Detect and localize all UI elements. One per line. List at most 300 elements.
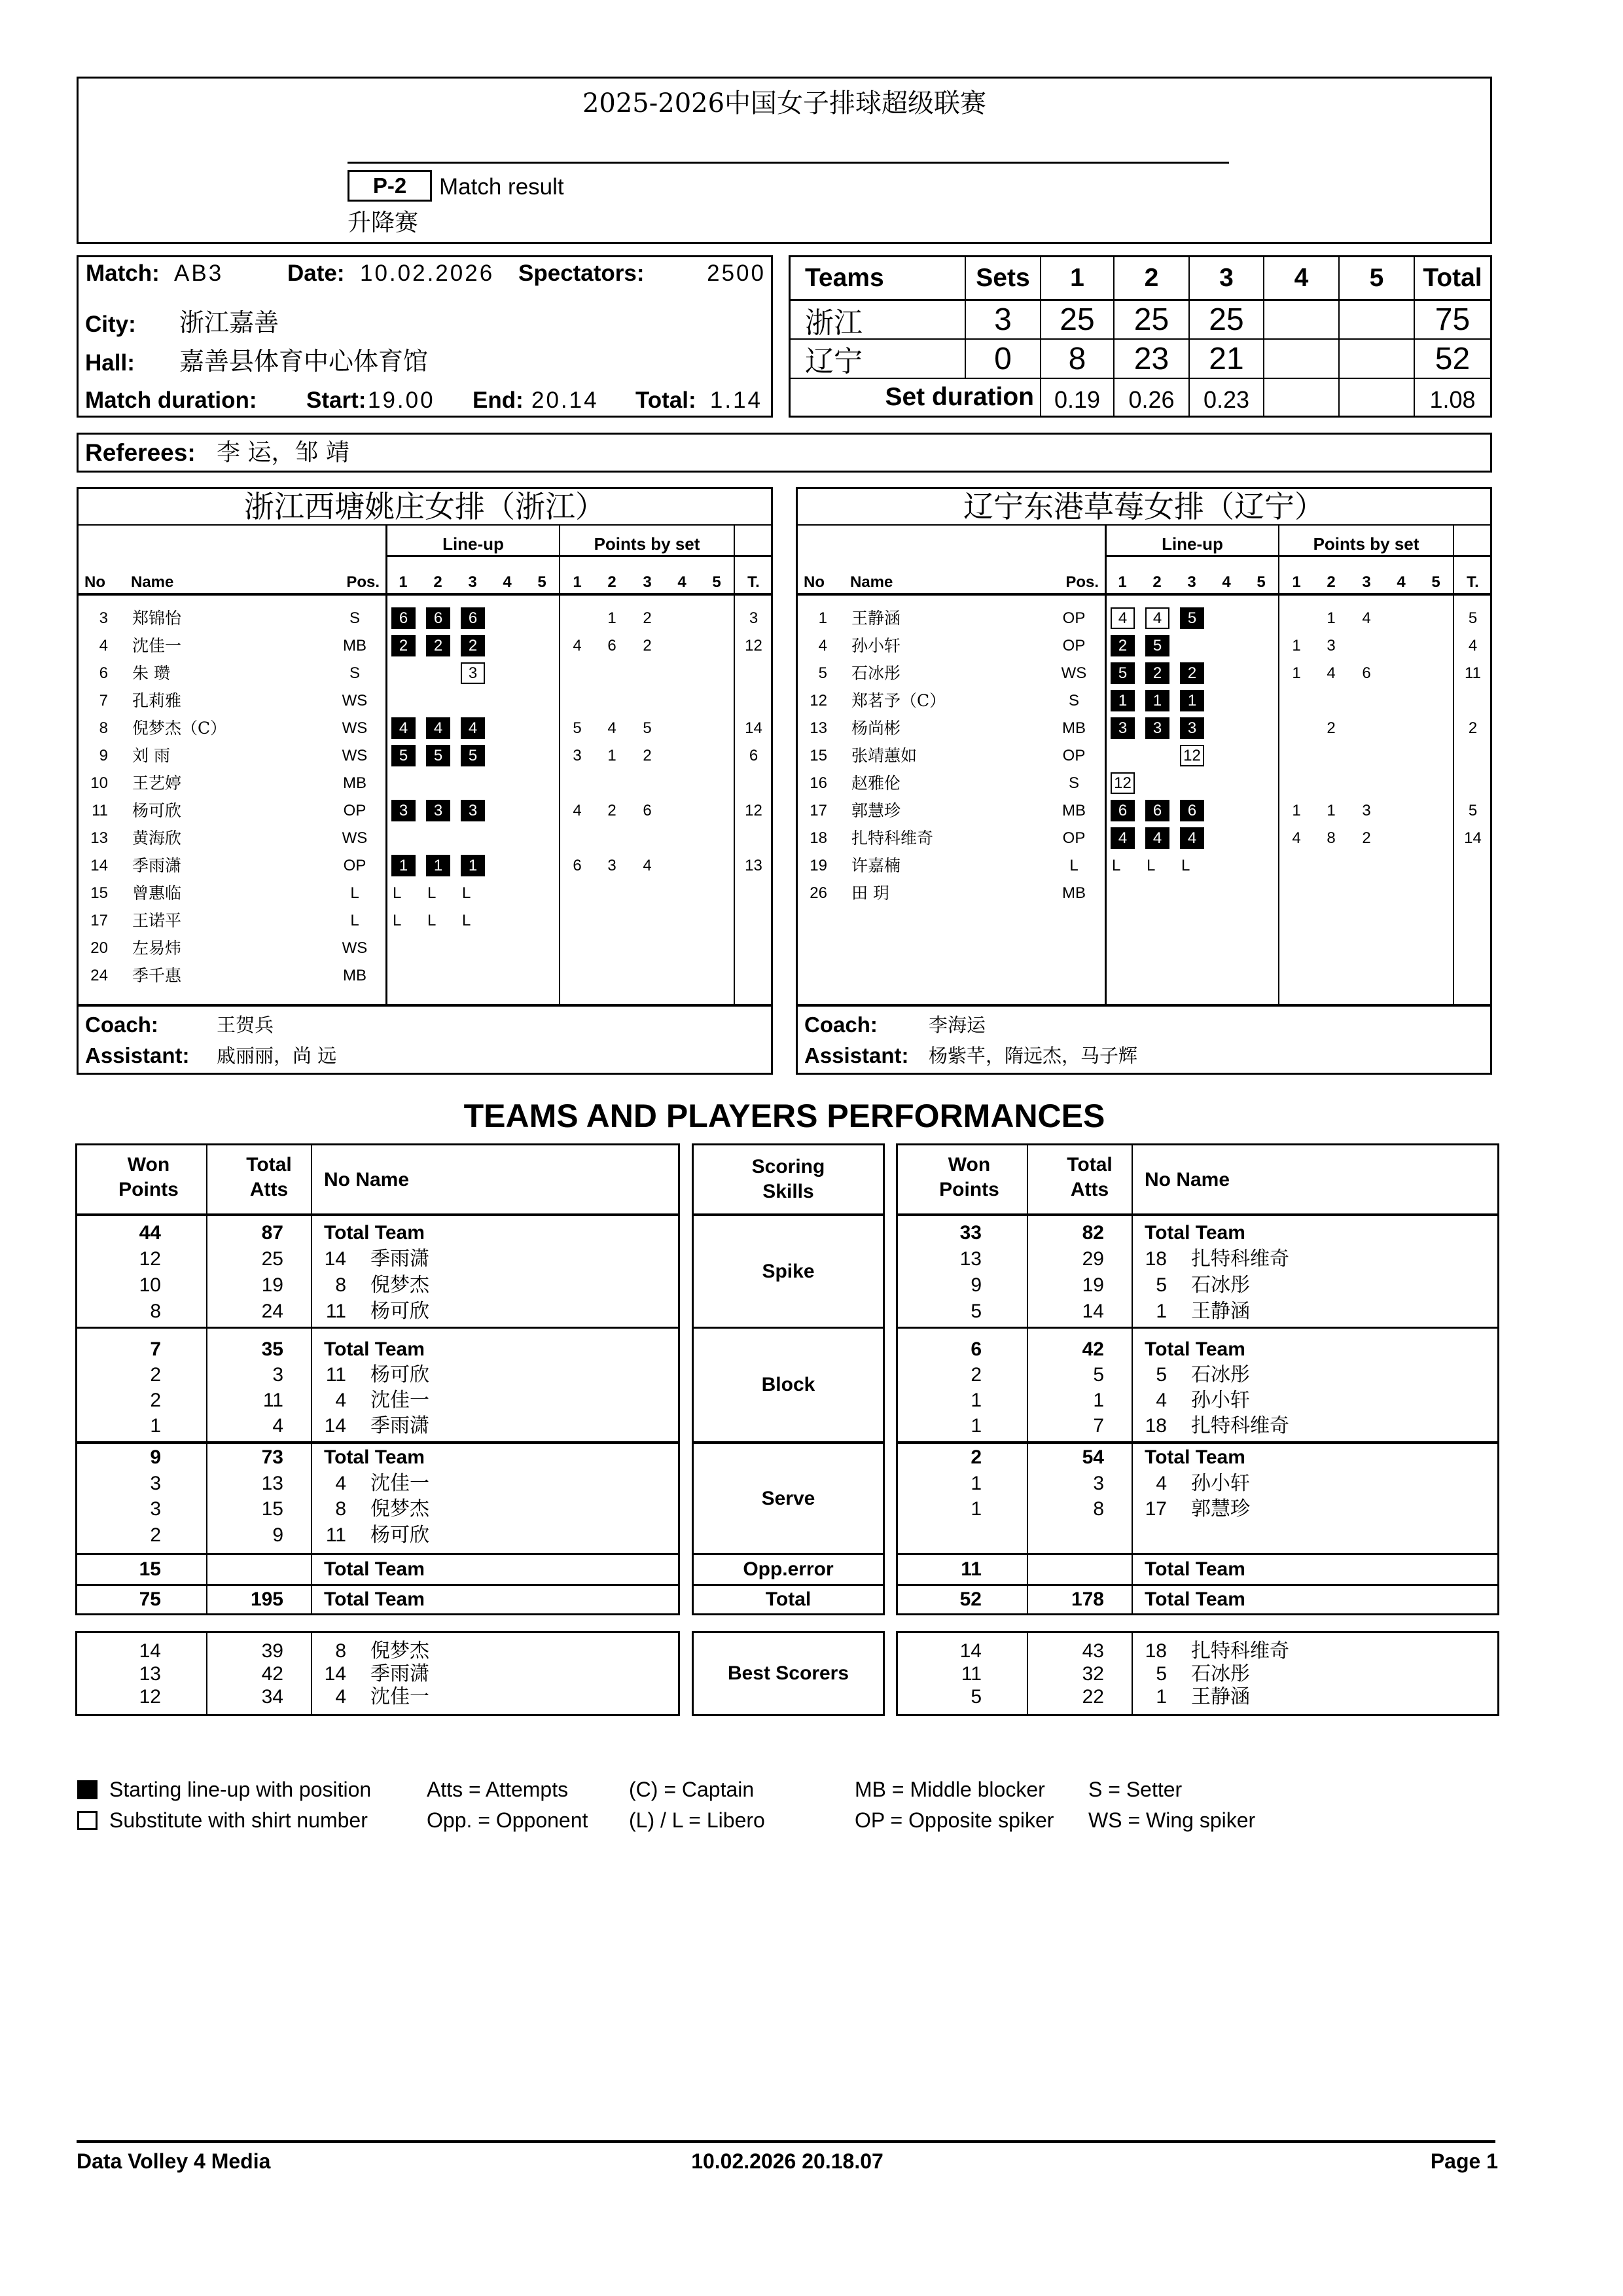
lineup-position-badge: 3: [426, 800, 450, 821]
best-scorer-row: [898, 1685, 1497, 1708]
col-header-lineup-set: 1: [399, 573, 408, 591]
skill-label-serve: Serve: [694, 1441, 883, 1553]
player-row: [798, 852, 1490, 880]
player-name: 王艺婷: [132, 774, 182, 793]
referees-label: Referees:: [85, 439, 196, 466]
legend-item: Starting line-up with position: [109, 1778, 372, 1801]
total-attempts: 195: [250, 1588, 283, 1610]
total-attempts: 178: [1071, 1588, 1104, 1610]
col-header-lineup-set: 4: [503, 573, 512, 591]
set-score: 23: [1115, 340, 1190, 379]
legend-item: S = Setter: [1088, 1778, 1183, 1801]
set-score-table: [789, 255, 1492, 418]
player-position: S: [1068, 774, 1079, 792]
player-position: WS: [342, 719, 368, 737]
player-number: 14: [324, 1248, 346, 1270]
player-name: 季雨潇: [370, 1662, 429, 1685]
total-attempts: 22: [1082, 1686, 1104, 1708]
block-section: [898, 1327, 1497, 1441]
player-row: [798, 687, 1490, 715]
serve-section: [77, 1441, 678, 1553]
points-total: 14: [745, 719, 762, 737]
total-attempts: 1: [1093, 1390, 1104, 1411]
col-header-no: No: [84, 573, 105, 591]
total-attempts: 54: [1082, 1446, 1104, 1468]
col-header-points-set: 1: [1292, 573, 1301, 591]
player-number: 17: [810, 802, 827, 819]
best-scorer-list: [77, 1640, 678, 1708]
hall-value: 嘉善县体育中心体育馆: [179, 347, 429, 376]
player-name: 沈佳一: [370, 1389, 429, 1412]
player-name: 郭慧珍: [1191, 1498, 1250, 1520]
col-header-set-3: 3: [1190, 257, 1264, 301]
total-team-label: Total Team: [1145, 1338, 1245, 1360]
points-set-2: 6: [607, 637, 616, 655]
player-name: 季千惠: [132, 966, 182, 985]
won-points: 14: [959, 1640, 982, 1662]
total-team-label: Total Team: [324, 1588, 425, 1610]
player-name: 杨尚彬: [851, 719, 901, 738]
player-name: 杨可欣: [370, 1523, 429, 1547]
player-position: OP: [1062, 829, 1086, 847]
lineup-position-badge: 3: [1145, 717, 1169, 739]
player-position: WS: [342, 829, 368, 847]
scoring-skills-column: [692, 1143, 885, 1615]
player-number: 13: [810, 719, 827, 737]
referees-names: 李 运，邹 靖: [217, 439, 349, 466]
lineup-position-badge: L: [427, 912, 437, 929]
skills-header: [694, 1145, 883, 1213]
won-points: 1: [150, 1415, 161, 1437]
lineup-position-badge: 3: [391, 800, 416, 821]
sets-won: 0: [966, 340, 1041, 379]
player-position: OP: [1062, 609, 1086, 627]
lineup-position-badge: 2: [1111, 635, 1135, 656]
player-position: L: [350, 912, 359, 929]
team-short-name: 浙江: [791, 301, 966, 340]
assistant-label: Assistant:: [85, 1043, 190, 1067]
player-number: 4: [1156, 1472, 1167, 1494]
player-position: OP: [1062, 747, 1086, 764]
points-set-2: 4: [607, 719, 616, 737]
won-points: 5: [971, 1686, 982, 1708]
set-duration-label: Set duration: [791, 379, 1041, 416]
lineup-position-badge: 12: [1111, 772, 1135, 794]
col-header-points-set: 2: [607, 573, 616, 591]
player-number: 1: [818, 609, 827, 627]
performance-table-header: [898, 1145, 1497, 1213]
lineup-position-badge: 4: [1180, 827, 1204, 849]
points-total: 4: [1468, 637, 1478, 655]
total-attempts: 9: [272, 1524, 283, 1546]
set-score: [1264, 340, 1340, 379]
player-number: 17: [1145, 1498, 1167, 1520]
points-set-3: 5: [643, 719, 652, 737]
player-name: 郑茗予（C）: [851, 691, 946, 710]
player-stat-row: [898, 1471, 1497, 1497]
points-group-header: Points by set: [594, 534, 700, 554]
team-name: 浙江西塘姚庄女排（浙江）: [79, 489, 771, 526]
points-set-2: 2: [1327, 719, 1336, 737]
player-number: 12: [810, 692, 827, 709]
won-points: 1: [971, 1415, 982, 1437]
legend-item: MB = Middle blocker: [855, 1778, 1045, 1801]
lineup-position-badge: 1: [1111, 690, 1135, 711]
col-header-total: T.: [1467, 573, 1479, 591]
player-position: OP: [343, 857, 366, 874]
lineup-position-badge: 5: [1145, 635, 1169, 656]
player-name: 孙小轩: [1191, 1471, 1250, 1495]
total-attempts: 73: [261, 1446, 283, 1468]
player-name: 郭慧珍: [851, 801, 901, 820]
col-header-no-name: No Name: [324, 1169, 410, 1191]
player-name: 左易炜: [132, 939, 182, 958]
won-points: 8: [150, 1300, 161, 1322]
lineup-position-badge: 5: [1180, 607, 1204, 629]
lineup-position-badge: 1: [391, 855, 416, 876]
won-points: 6: [971, 1338, 982, 1360]
player-position: MB: [1062, 802, 1086, 819]
lineup-position-badge: 2: [391, 635, 416, 656]
points-set-2: 8: [1327, 829, 1336, 847]
won-points: 9: [971, 1274, 982, 1296]
legend-item: Substitute with shirt number: [109, 1808, 368, 1832]
group-header-rule: [1105, 555, 1490, 557]
points-set-2: 4: [1327, 664, 1336, 682]
player-name: 王静涵: [851, 609, 901, 628]
player-position: S: [349, 664, 360, 682]
best-scorer-row: [898, 1640, 1497, 1662]
player-number: 14: [324, 1415, 346, 1437]
roster-body-rule: [79, 1004, 771, 1007]
team-total-row: [898, 1336, 1497, 1362]
col-header-lineup-set: 1: [1118, 573, 1127, 591]
player-name: 扎特科维奇: [1191, 1640, 1289, 1662]
points-total: 2: [1468, 719, 1478, 737]
sets-won: 3: [966, 301, 1041, 340]
player-position: L: [1069, 857, 1079, 874]
points-set-2: 1: [607, 747, 616, 764]
legend-item: Opp. = Opponent: [427, 1808, 588, 1832]
player-stat-row: [77, 1522, 678, 1549]
performance-table-header: [77, 1145, 678, 1213]
player-position: WS: [342, 939, 368, 957]
set-score: 25: [1190, 301, 1264, 340]
col-header-lineup-set: 2: [1152, 573, 1162, 591]
player-list: [79, 605, 771, 990]
player-stat-row: [77, 1246, 678, 1272]
player-name: 扎特科维奇: [851, 829, 934, 848]
group-header-rule: [385, 555, 771, 557]
set-duration: [1340, 379, 1415, 416]
header-line: Won: [948, 1154, 991, 1175]
player-number: 14: [90, 857, 108, 874]
won-points: 13: [959, 1248, 982, 1270]
set-duration: [1264, 379, 1340, 416]
total-attempts: 19: [261, 1274, 283, 1296]
header-line: Total: [246, 1154, 292, 1175]
set-score: 21: [1190, 340, 1264, 379]
player-name: 扎特科维奇: [1191, 1247, 1289, 1270]
col-header-total: Total: [1415, 257, 1490, 301]
match-label: Match:: [86, 260, 160, 286]
lineup-position-badge: 5: [1111, 662, 1135, 684]
player-stat-row: [898, 1496, 1497, 1522]
player-number: 9: [99, 747, 108, 764]
player-name: 季雨潇: [370, 1247, 429, 1270]
col-header-points-set: 5: [712, 573, 721, 591]
won-points: 7: [150, 1338, 161, 1360]
player-name: 沈佳一: [370, 1471, 429, 1495]
player-row: [79, 797, 771, 825]
points-set-3: 2: [643, 637, 652, 655]
grand-total-section: [898, 1584, 1497, 1613]
player-row: [798, 880, 1490, 907]
header-rule: [348, 162, 1229, 164]
player-name: 曾惠临: [132, 884, 182, 903]
total-attempts: 19: [1082, 1274, 1104, 1296]
filled-square-icon: [77, 1780, 98, 1799]
team-total-row: [77, 1220, 678, 1246]
team-total-row: [898, 1586, 1497, 1613]
total-points: 52: [1415, 340, 1490, 379]
lineup-position-badge: 1: [1180, 690, 1204, 711]
report-title: Match result: [439, 174, 564, 200]
team-roster: [796, 487, 1492, 1075]
total-team-label: Total Team: [324, 1446, 425, 1468]
won-points: 1: [971, 1472, 982, 1494]
player-name: 杨可欣: [370, 1363, 429, 1386]
total-team-label: Total Team: [324, 1222, 425, 1244]
col-header-lineup-set: 5: [1257, 573, 1266, 591]
total-attempts: 3: [1093, 1472, 1104, 1494]
skill-label-block: Block: [694, 1327, 883, 1441]
player-stat-row: [77, 1413, 678, 1439]
col-header-points-set: 3: [1362, 573, 1371, 591]
best-scorer-row: [77, 1640, 678, 1662]
col-header-lineup-set: 4: [1222, 573, 1231, 591]
player-number: 4: [1156, 1390, 1167, 1411]
player-row: [798, 797, 1490, 825]
team-performance-table: [896, 1143, 1499, 1615]
player-name: 沈佳一: [132, 636, 182, 655]
footer-software: Data Volley 4 Media: [77, 2149, 271, 2173]
assistant-label: Assistant:: [804, 1043, 909, 1067]
player-stat-row: [898, 1413, 1497, 1439]
player-name: 石冰彤: [851, 664, 901, 683]
header-line: Points: [118, 1179, 179, 1200]
player-name: 田 玥: [851, 884, 889, 903]
legend-item: (L) / L = Libero: [629, 1808, 765, 1832]
points-group-header: Points by set: [1313, 534, 1419, 554]
col-header-total-atts: [230, 1153, 308, 1202]
lineup-position-badge: 1: [426, 855, 450, 876]
set-duration: 0.19: [1041, 379, 1115, 416]
grand-total-section: [77, 1584, 678, 1613]
opponent-error-section: [77, 1553, 678, 1584]
player-number: 10: [90, 774, 108, 792]
player-row: [79, 687, 771, 715]
player-stat-row: [898, 1272, 1497, 1299]
match-date: 10.02.2026: [360, 260, 495, 286]
player-stat-row: [77, 1388, 678, 1413]
won-points: 5: [971, 1300, 982, 1322]
player-number: 4: [335, 1472, 346, 1494]
lineup-position-badge: 6: [1145, 800, 1169, 821]
player-position: L: [350, 884, 359, 902]
player-name: 王静涵: [1191, 1685, 1250, 1708]
col-header-won-points: [83, 1153, 214, 1202]
player-number: 5: [818, 664, 827, 682]
player-number: 18: [810, 829, 827, 847]
points-set-2: 2: [607, 802, 616, 819]
won-points: 2: [150, 1390, 161, 1411]
player-number: 8: [335, 1498, 346, 1520]
lineup-group-header: Line-up: [442, 534, 504, 554]
col-header-teams: Teams: [791, 257, 966, 301]
coach-label: Coach:: [804, 1013, 878, 1037]
lineup-position-badge: 6: [1180, 800, 1204, 821]
player-row: [798, 742, 1490, 770]
player-stat-row: [77, 1362, 678, 1388]
points-set-1: 1: [1292, 664, 1301, 682]
col-header-points-set: 2: [1327, 573, 1336, 591]
lineup-position-badge: 4: [461, 717, 485, 739]
roster-body-rule: [798, 1004, 1490, 1007]
total-attempts: 82: [1082, 1222, 1104, 1244]
total-attempts: 24: [261, 1300, 283, 1322]
assistant-names: 杨紫芊，隋远杰，马子辉: [929, 1045, 1138, 1067]
player-row: [798, 770, 1490, 797]
won-points: 10: [139, 1274, 161, 1296]
team-total-row: [898, 1220, 1497, 1246]
player-row: [79, 605, 771, 632]
best-scorers-table: [896, 1631, 1499, 1716]
player-number: 18: [1145, 1640, 1167, 1662]
performance-section-title: TEAMS AND PLAYERS PERFORMANCES: [463, 1098, 1105, 1134]
col-header-total-atts: [1050, 1153, 1129, 1202]
player-name: 杨可欣: [132, 801, 182, 820]
team-total-row: [898, 1444, 1497, 1471]
legend-item: OP = Opposite spiker: [855, 1808, 1054, 1832]
player-name: 倪梦杰: [370, 1274, 429, 1297]
points-set-2: 3: [1327, 637, 1336, 655]
player-position: S: [1068, 692, 1079, 709]
lineup-position-badge: L: [1112, 857, 1121, 874]
points-set-2: 1: [1327, 609, 1336, 627]
lineup-position-badge: 4: [1111, 827, 1135, 849]
player-number: 5: [1156, 1663, 1167, 1685]
player-stat-row: [77, 1299, 678, 1325]
coach-name: 李海运: [929, 1014, 986, 1036]
total-attempts: 14: [1082, 1300, 1104, 1322]
won-points: 75: [139, 1588, 161, 1610]
team-total-row: [898, 1555, 1497, 1584]
lineup-position-badge: L: [462, 884, 471, 902]
points-set-3: 4: [1362, 609, 1371, 627]
opponent-error-section: [898, 1553, 1497, 1584]
serve-section: [898, 1441, 1497, 1553]
team-total-row: [77, 1336, 678, 1362]
referees-box: [77, 433, 1492, 473]
player-position: MB: [1062, 884, 1086, 902]
lineup-position-badge: L: [1147, 857, 1156, 874]
total-team-label: Total Team: [324, 1558, 425, 1580]
col-header-total: T.: [747, 573, 760, 591]
league-title: 2025-2026中国女子排球超级联赛: [582, 88, 987, 118]
player-number: 19: [810, 857, 827, 874]
player-row: [79, 660, 771, 687]
points-total: 11: [1465, 664, 1481, 682]
player-number: 4: [335, 1390, 346, 1411]
won-points: 11: [961, 1558, 982, 1580]
block-section: [77, 1327, 678, 1441]
skills-header-line: Skills: [762, 1181, 814, 1202]
points-set-2: 1: [607, 609, 616, 627]
header-line: Total: [1067, 1154, 1113, 1175]
col-header-won-points: [904, 1153, 1035, 1202]
player-stat-row: [898, 1362, 1497, 1388]
won-points: 13: [139, 1663, 161, 1685]
player-name: 孙小轩: [1191, 1389, 1250, 1412]
col-header-name: Name: [131, 573, 174, 591]
points-total: 14: [1464, 829, 1482, 847]
player-stat-row: [898, 1299, 1497, 1325]
col-header-points-set: 4: [1397, 573, 1406, 591]
lineup-position-badge: 4: [1111, 607, 1135, 629]
player-name: 倪梦杰: [370, 1640, 429, 1662]
player-position: MB: [1062, 719, 1086, 737]
total-attempts: 87: [261, 1222, 283, 1244]
player-name: 郑锦怡: [132, 609, 182, 628]
header-line: Atts: [249, 1179, 289, 1200]
player-number: 8: [99, 719, 108, 737]
report-header: [77, 77, 1492, 244]
lineup-position-badge: 6: [426, 607, 450, 629]
won-points: 52: [959, 1588, 982, 1610]
player-number: 4: [99, 637, 108, 655]
header-line: Atts: [1070, 1179, 1109, 1200]
lineup-position-badge: 5: [461, 745, 485, 766]
col-header-lineup-set: 3: [468, 573, 477, 591]
won-points: 44: [139, 1222, 161, 1244]
points-set-3: 6: [643, 802, 652, 819]
points-total: 13: [745, 857, 762, 874]
points-set-1: 1: [1292, 802, 1301, 819]
set-score: 25: [1115, 301, 1190, 340]
player-name: 张靖蕙如: [851, 746, 918, 765]
best-scorer-row: [77, 1685, 678, 1708]
spike-section: [898, 1213, 1497, 1327]
set-score: [1340, 340, 1415, 379]
total-attempts: 3: [272, 1364, 283, 1386]
won-points: 11: [961, 1663, 982, 1685]
points-total: 12: [745, 637, 762, 655]
player-name: 孙小轩: [851, 636, 901, 655]
lineup-position-badge: 3: [461, 662, 485, 684]
player-name: 刘 雨: [132, 746, 170, 765]
report-code-badge: P-2: [348, 170, 432, 202]
points-set-3: 2: [1362, 829, 1371, 847]
total-attempts: 35: [261, 1338, 283, 1360]
player-number: 6: [99, 664, 108, 682]
player-number: 18: [1145, 1248, 1167, 1270]
col-header-pos: Pos.: [1065, 573, 1099, 591]
skill-label-spike: Spike: [694, 1213, 883, 1327]
player-position: S: [349, 609, 360, 627]
won-points: 2: [150, 1524, 161, 1546]
lineup-position-badge: 4: [391, 717, 416, 739]
